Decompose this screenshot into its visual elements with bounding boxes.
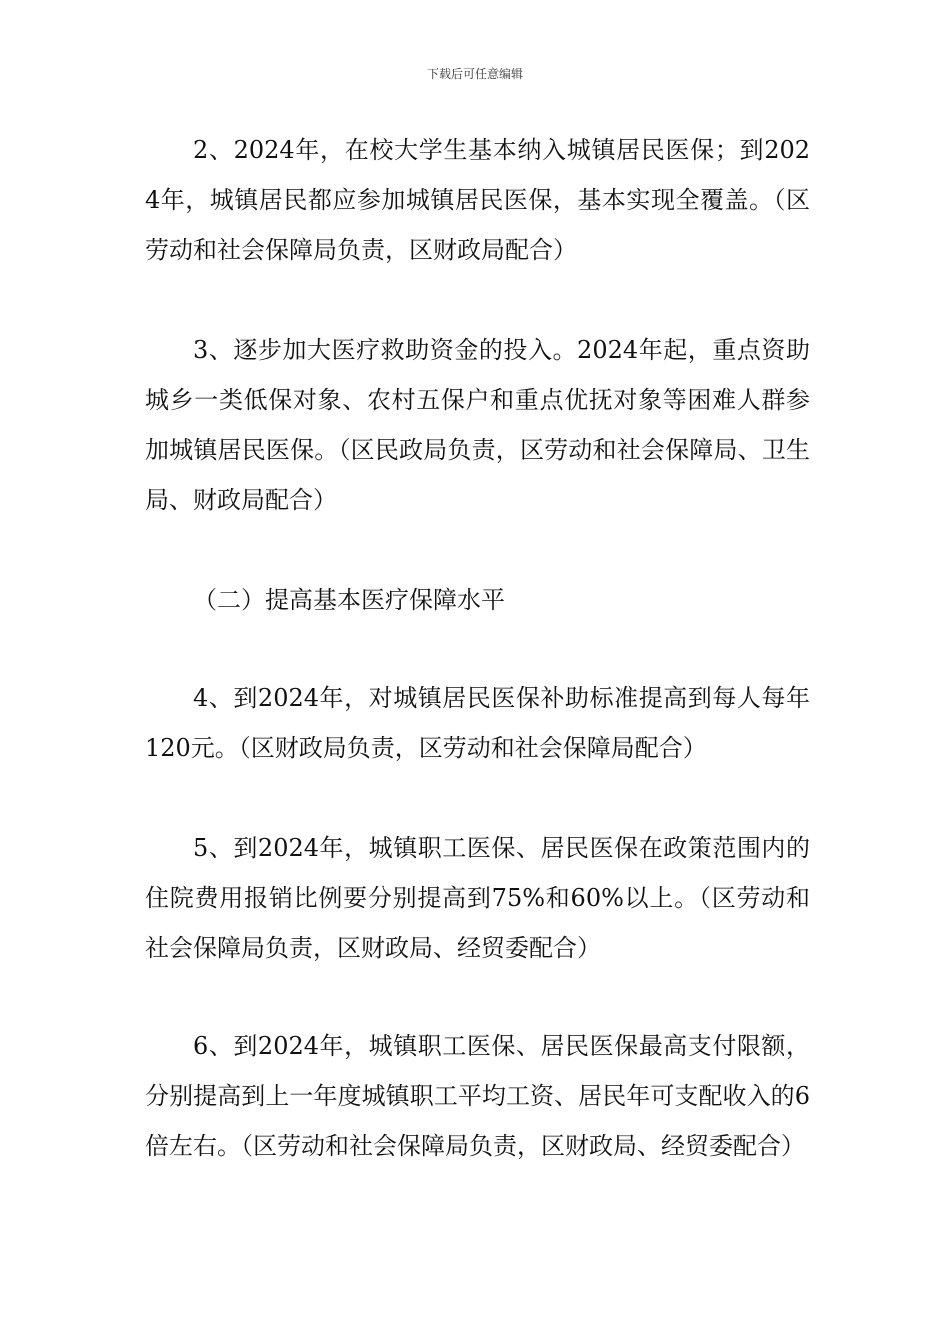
page-header: 下载后可任意编辑 <box>426 67 523 81</box>
paragraph-item-5: 5、到2024年，城镇职工医保、居民医保在政策范围内的住院费用报销比例要分别提高到75%和60%以上。（区劳动和社会保障局负责，区财政局、经贸委配合） <box>145 834 810 962</box>
paragraph-item-3: 3、逐步加大医疗救助资金的投入。2024年起，重点资助城乡一类低保对象、农村五保户和重点优抚对象等困难人群参加城镇居民医保。（区民政局负责，区劳动和社会保障局、卫生局、财政局配合） <box>145 336 810 514</box>
paragraph-item-2: 2、2024年，在校大学生基本纳入城镇居民医保；到2024年，城镇居民都应参加城镇居民医保，基本实现全覆盖。（区劳动和社会保障局负责，区财政局配合） <box>145 136 810 264</box>
paragraph-item-6: 6、到2024年，城镇职工医保、居民医保最高支付限额，分别提高到上一年度城镇职工平均工资、居民年可支配收入的6倍左右。（区劳动和社会保障局负责，区财政局、经贸委配合） <box>145 1032 810 1160</box>
paragraph-item-4: 4、到2024年，对城镇居民医保补助标准提高到每人每年120元。（区财政局负责，区劳动和社会保障局配合） <box>145 684 810 762</box>
section-heading-2: （二）提高基本医疗保障水平 <box>193 586 505 614</box>
